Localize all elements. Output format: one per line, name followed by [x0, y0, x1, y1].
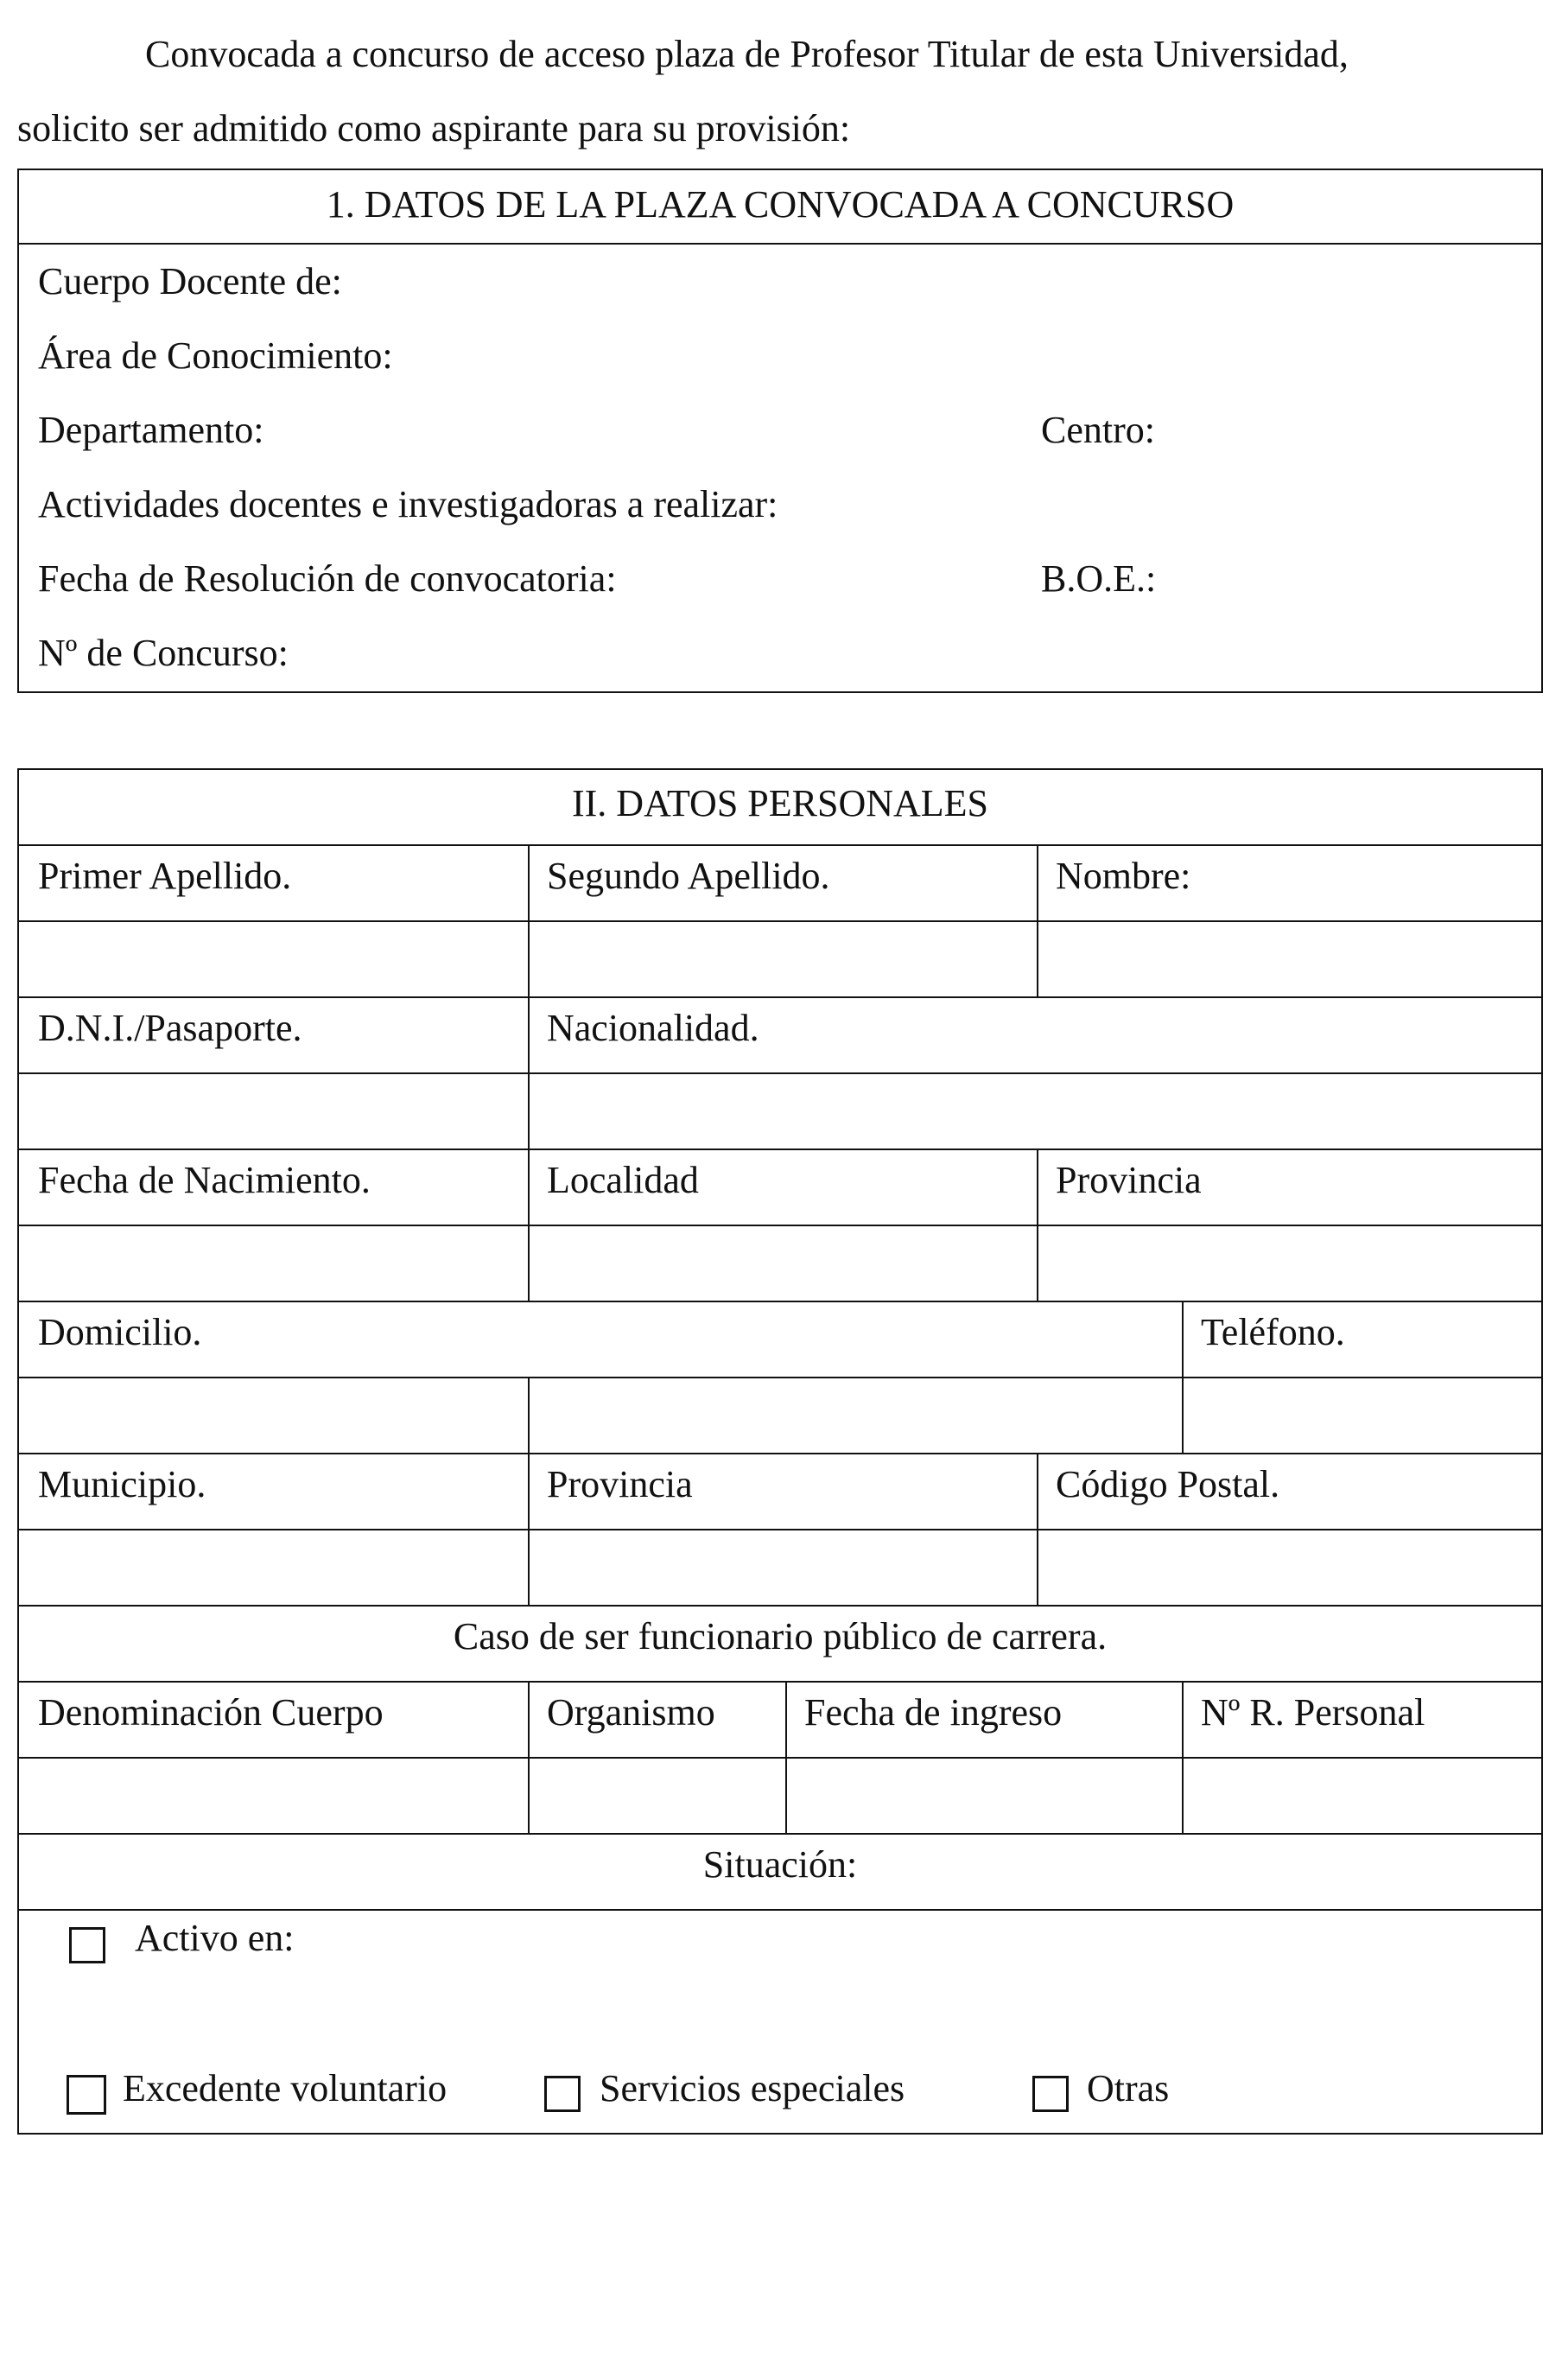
- row-departamento: [19, 393, 1541, 468]
- label-localidad: Localidad: [547, 1159, 699, 1201]
- label-provincia-nacimiento: Provincia: [1056, 1159, 1202, 1201]
- label-organismo: Organismo: [547, 1691, 715, 1734]
- field-provincia-domicilio[interactable]: [528, 1529, 1037, 1605]
- row-num-concurso: [19, 616, 1541, 690]
- section-plaza-convocada: [17, 169, 1543, 693]
- label-dni: D.N.I./Pasaporte.: [38, 1007, 302, 1049]
- label-servicios-especiales: Servicios especiales: [600, 2067, 905, 2109]
- field-segundo-apellido[interactable]: [528, 920, 1037, 996]
- situacion-title: Situación:: [702, 1843, 858, 1886]
- divider: [19, 1453, 1541, 1454]
- label-centro: Centro:: [1041, 409, 1155, 451]
- section-1-title: 1. DATOS DE LA PLAZA CONVOCADA A CONCURSO: [19, 170, 1541, 245]
- section-datos-personales: [17, 768, 1543, 2135]
- checkbox-servicios-especiales[interactable]: [544, 2076, 581, 2112]
- label-domicilio: Domicilio.: [38, 1311, 202, 1353]
- section-2-title: II. DATOS PERSONALES: [571, 782, 989, 824]
- field-domicilio[interactable]: [19, 1377, 528, 1453]
- label-boe: B.O.E.:: [1041, 557, 1157, 600]
- funcionario-title: Caso de ser funcionario público de carrera.: [453, 1615, 1108, 1658]
- label-codigo-postal: Código Postal.: [1056, 1463, 1280, 1505]
- label-nacionalidad: Nacionalidad.: [547, 1007, 759, 1049]
- label-area-conocimiento: Área de Conocimiento:: [38, 334, 393, 377]
- label-primer-apellido: Primer Apellido.: [38, 855, 292, 897]
- row-actividades: [19, 468, 1541, 542]
- label-fecha-ingreso: Fecha de ingreso: [804, 1691, 1063, 1734]
- field-telefono[interactable]: [1182, 1377, 1543, 1453]
- field-denominacion-cuerpo[interactable]: [19, 1757, 528, 1833]
- label-provincia-domicilio: Provincia: [547, 1463, 693, 1505]
- label-otras: Otras: [1087, 2067, 1170, 2109]
- field-num-registro-personal[interactable]: [1182, 1757, 1543, 1833]
- label-activo-en: Activo en:: [135, 1917, 295, 1959]
- checkbox-excedente-voluntario[interactable]: [67, 2075, 106, 2115]
- intro-line-2: solicito ser admitido como aspirante para su provisión:: [17, 107, 851, 150]
- label-num-concurso: Nº de Concurso:: [38, 632, 289, 674]
- label-telefono: Teléfono.: [1201, 1311, 1345, 1353]
- label-excedente-voluntario: Excedente voluntario: [123, 2067, 448, 2109]
- field-domicilio-cont[interactable]: [528, 1377, 1182, 1453]
- label-denominacion-cuerpo: Denominación Cuerpo: [38, 1691, 384, 1734]
- field-localidad[interactable]: [528, 1225, 1037, 1301]
- label-fecha-nacimiento: Fecha de Nacimiento.: [38, 1159, 371, 1201]
- label-num-registro-personal: Nº R. Personal: [1201, 1691, 1425, 1734]
- label-segundo-apellido: Segundo Apellido.: [547, 855, 830, 897]
- label-municipio: Municipio.: [38, 1463, 206, 1505]
- checkbox-otras[interactable]: [1032, 2076, 1069, 2112]
- row-area-conocimiento: [19, 319, 1541, 393]
- label-fecha-resolucion: Fecha de Resolución de convocatoria:: [38, 557, 617, 600]
- field-codigo-postal[interactable]: [1037, 1529, 1543, 1605]
- field-primer-apellido[interactable]: [19, 920, 528, 996]
- intro-line-1: Convocada a concurso de acceso plaza de Profesor Titular de esta Universidad,: [145, 33, 1349, 75]
- row-fecha-resolucion: [19, 542, 1541, 616]
- field-dni[interactable]: [19, 1072, 528, 1149]
- field-municipio[interactable]: [19, 1529, 528, 1605]
- intro-paragraph: [17, 17, 1546, 166]
- label-nombre: Nombre:: [1056, 855, 1191, 897]
- divider: [19, 1909, 1541, 1911]
- label-departamento: Departamento:: [38, 409, 264, 451]
- checkbox-activo[interactable]: [69, 1927, 105, 1963]
- row-cuerpo-docente: [19, 245, 1541, 319]
- label-cuerpo-docente: Cuerpo Docente de:: [38, 260, 342, 302]
- field-fecha-nacimiento[interactable]: [19, 1225, 528, 1301]
- label-actividades: Actividades docentes e investigadoras a realizar:: [38, 483, 778, 525]
- field-nombre[interactable]: [1037, 920, 1543, 996]
- field-organismo[interactable]: [528, 1757, 785, 1833]
- field-provincia-nacimiento[interactable]: [1037, 1225, 1543, 1301]
- field-fecha-ingreso[interactable]: [785, 1757, 1182, 1833]
- field-nacionalidad[interactable]: [528, 1072, 1543, 1149]
